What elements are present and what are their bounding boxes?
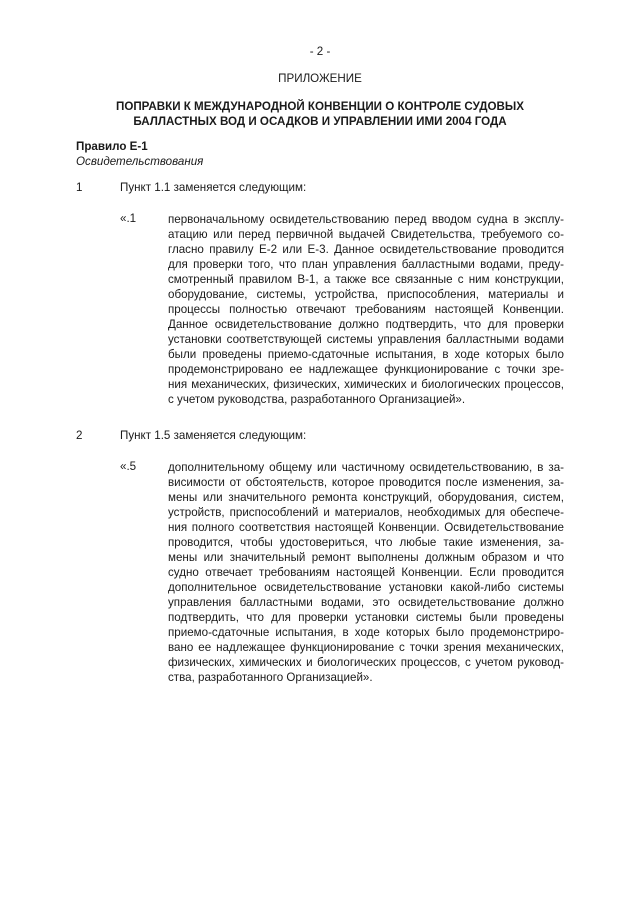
paragraph-line: ния механических, физических, химических и биологических процессов, — [168, 378, 564, 391]
paragraph-line: управления балластными водами, это освидетельствование должно — [168, 596, 564, 609]
paragraph-line: судно отвечает требованиям настоящей Конвенции. Если проводится — [168, 566, 564, 579]
paragraph-line: ства, разработанного Организацией». — [168, 671, 373, 684]
paragraph-line: гласно правилу E-2 или E-3. Данное освидетельствование проводится — [168, 243, 564, 256]
paragraph-line: дополнительному общему или частичному освидетельствованию, в за- — [168, 461, 564, 474]
paragraph-line: дополнительное освидетельствование установки какой-либо системы — [168, 581, 564, 594]
paragraph-line: были проведены приемо-сдаточные испытания, в ходе которых было — [168, 348, 564, 361]
paragraph-line: вано ее надлежащее функционирование с точки зрения механических, — [168, 641, 564, 654]
amendment-paragraph-1 — [168, 212, 564, 407]
paragraph-line: первоначальному освидетельствованию перед вводом судна в эксплу- — [168, 213, 564, 226]
item-intro-2: Пункт 1.5 заменяется следующим: — [120, 429, 307, 442]
rule-subheading: Освидетельствования — [76, 155, 204, 168]
paragraph-line: продемонстрировано ее надлежащее функционирование с точки зре- — [168, 363, 564, 376]
paragraph-line: ния полного соответствия настоящей Конвенции. Освидетельствование — [168, 521, 564, 534]
document-title-line-2: БАЛЛАСТНЫХ ВОД И ОСАДКОВ И УПРАВЛЕНИИ ИМИ 2004 ГОДА — [133, 115, 507, 128]
paragraph-line: установки соответствующей системы управления балластными водами — [168, 333, 564, 346]
page-number: - 2 - — [309, 45, 331, 58]
sub-label-1: «.1 — [120, 212, 137, 225]
paragraph-line: физических, химических и биологических процессов, с учетом руковод- — [168, 656, 564, 669]
paragraph-line: Данное освидетельствование должно подтвердить, что для проверки — [168, 318, 564, 331]
paragraph-line: оборудование, системы, устройства, приспособления, материалы и — [168, 288, 564, 301]
paragraph-line: мены или значительного ремонта конструкций, оборудования, систем, — [168, 491, 564, 504]
paragraph-line: смотренный правилом B-1, а также все связанные с ним конструкции, — [168, 273, 564, 286]
paragraph-line: с учетом руководства, разработанного Организацией». — [168, 393, 466, 406]
document-title — [60, 99, 580, 129]
paragraph-line: для проверки того, что план управления балластными водами, преду- — [168, 258, 564, 271]
item-intro-1: Пункт 1.1 заменяется следующим: — [120, 181, 307, 194]
paragraph-line: устройств, приспособлений и материалов, необходимых для обеспече- — [168, 506, 564, 519]
annex-label: ПРИЛОЖЕНИЕ — [278, 72, 362, 85]
document-title-line-1: ПОПРАВКИ К МЕЖДУНАРОДНОЙ КОНВЕНЦИИ О КОНТРОЛЕ СУДОВЫХ — [115, 100, 524, 113]
paragraph-line: приемо-сдаточные испытания, в ходе которых было продемонстриро- — [168, 626, 564, 639]
paragraph-line: мены или значительный ремонт выполнены должным образом и что — [168, 551, 564, 564]
sub-label-2: «.5 — [120, 460, 137, 473]
paragraph-line: проводится, чтобы удостовериться, что любые такие изменения, за- — [168, 536, 564, 549]
item-number-1: 1 — [76, 181, 83, 194]
paragraph-line: висимости от обстоятельств, которое проводится после изменения, за- — [168, 476, 564, 489]
amendment-paragraph-2 — [168, 460, 564, 685]
paragraph-line: атацию или перед первичной выдачей Свидетельства, требуемого со- — [168, 228, 564, 241]
paragraph-line: подтвердить, что для проверки установки системы были проведены — [168, 611, 564, 624]
item-number-2: 2 — [76, 429, 83, 442]
rule-heading: Правило E-1 — [76, 140, 148, 153]
paragraph-line: процессы полностью отвечают требованиям настоящей Конвенции. — [168, 303, 564, 316]
